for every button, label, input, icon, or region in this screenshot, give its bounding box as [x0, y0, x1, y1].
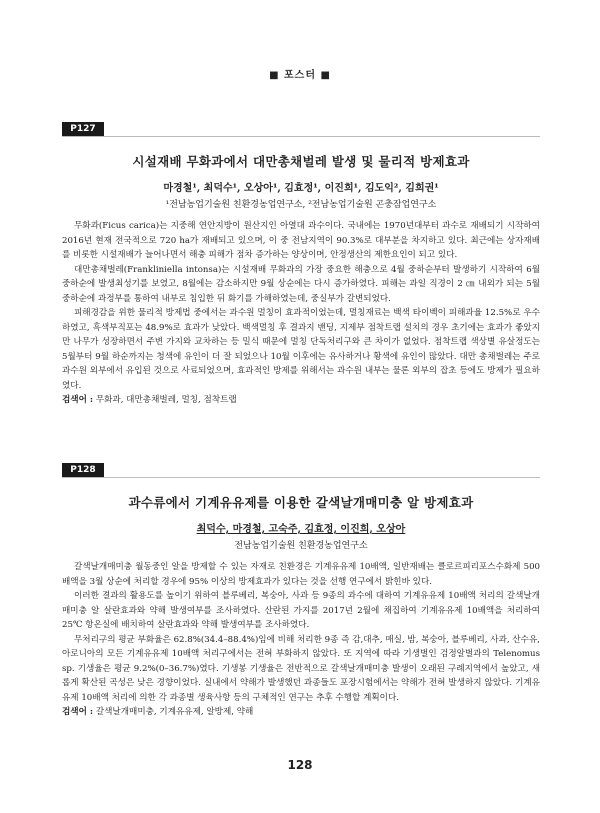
body-paragraph: 피해경감을 위한 물리적 방제법 중에서는 과수원 멀칭이 효과적이었는데, 멀칭재료는 백색 타이벡이 피해과율 12.5%로 우수하였고, 흑색부직포는 48.9%로 효과가 낮았다. 백색멀칭 후 결과지 밴딩, 지제부 점착트랩 설치의 경우 초기에는 효과가 좋았지만 나무가 성장하면서 주변 가지와 교차하는 등 밀식 때문에 멀칭 단독처리구와 큰 차이가 없었다. 점착트랩 색상별 유살정도는 5월부터 9월 하순까지는 청색에 유인이 더 잘 되었으나 10월 이후에는 유사하거나 황색에 유인이 많았다. 대만 총채벌레는 주로 과수원 외부에서 유입된 것으로 사료되었으며, 효과적인 방제를 위해서는 과수원 내부는 물론 외부의 잡초 등에도 방제가 필요하였다. — [62, 308, 540, 391]
keywords-line — [62, 393, 540, 408]
abstract-code-badge: P127 — [62, 122, 104, 136]
body-paragraph: 갈색날개매미충 월동중인 알을 방제할 수 있는 자재로 친환경은 기계유유제 10배액, 일반재배는 클로르피리포스수화제 500배액을 3월 상순에 처리할 경우에 95% 이상의 방제효과가 있다는 것을 선행 연구에서 밝힌바 있다. — [62, 562, 540, 587]
author-names: 최덕수, 마경철, 고숙주, 김효정, 이진희, 오상아 — [196, 524, 406, 535]
body-paragraph: 무화과(Ficus carica)는 지중해 연안지방이 원산지인 아열대 과수이다. 국내에는 1970년대부터 과수로 재배되기 시작하여 2016년 현재 전국적으로 720 ha가 재배되고 있으며, 이 중 전남지역이 90.3%로 대부분을 차지하고 있다. 최근에는 상자재배를 비롯한 시설재배가 늘어나면서 해충 피해가 점차 증가하는 양상이며, 안정생산의 제한요인이 되고 있다. — [62, 221, 540, 260]
keywords-text: 무화과, 대만총채벌레, 멀칭, 점착트랩 — [95, 395, 237, 405]
section-divider — [62, 136, 540, 137]
section-divider — [62, 477, 540, 478]
keywords-label: 검색어 : — [62, 707, 94, 717]
abstract-code-badge: P128 — [62, 463, 104, 477]
abstract-p127 — [62, 116, 540, 408]
abstract-body — [62, 219, 540, 408]
page-number: 128 — [287, 758, 313, 772]
body-paragraph: 이러한 결과의 활용도를 높이기 위하여 블루베리, 복숭아, 사과 등 9종의 과수에 대하여 기계유유제 10배액 처리의 갈색날개매미충 알 살란효과와 약해 발생여부를 조사하였다. 산란된 가지를 2017년 2월에 채집하여 기계유유제 10배액을 처리하여 25℃ 항온실에 배치하여 살란효과와 약해 발생여부를 조사하였다. — [62, 591, 540, 630]
affiliation: 전남농업기술원 친환경농업연구소 — [234, 541, 368, 551]
keywords-text: 갈색날개매미충, 기계유유제, 알방제, 약해 — [95, 707, 254, 717]
abstract-title: 과수류에서 기계유유제를 이용한 갈색날개매미충 알 방제효과 — [128, 495, 474, 510]
running-header: ■ 포스터 ■ — [269, 70, 331, 81]
keywords-label: 검색어 : — [62, 395, 94, 405]
author-list: 마경철¹, 최덕수¹, 오상아¹, 김효정¹, 이진희¹, 김도익², 김희권¹ — [163, 183, 439, 194]
abstract-body — [62, 560, 540, 720]
body-paragraph: 대만총채벌레(Frankliniella intonsa)는 시설재배 무화과의 가장 중요한 해충으로 4월 중하순부터 발생하기 시작하여 6월 중하순에 발생최성기를 보였고, 8월에는 감소하지만 9월 상순에는 다시 증가하였다. 피해는 과일 직경이 2 ㎝ 내외가 되는 5월 중하순에 과정부를 통하여 내부로 침입한 뒤 화기를 가해하였는데, 중실부가 갈변되었다. — [62, 264, 540, 304]
keywords-line — [62, 705, 540, 720]
affiliation: ¹전남농업기술원 친환경농업연구소, ²전남농업기술원 곤충잠업연구소 — [165, 200, 437, 210]
abstract-title: 시설재배 무화과에서 대만총채벌레 발생 및 물리적 방제효과 — [132, 154, 470, 169]
abstract-p128 — [62, 457, 540, 720]
author-list — [62, 520, 540, 535]
body-paragraph: 무처리구의 평균 부화율은 62.8%(34.4–88.4%)임에 비해 처리한 9종 즉 감,대추, 매실, 밤, 복숭아, 블루베리, 사과, 산수유, 아로니아의 모든 기계유유제 10배액 처리구에서는 전혀 부화하지 않았다. 또 지역에 따라 기생벌인 검정알벌과의 Telenomus sp. 기생율은 평균 9.2%(0–36.7%)였다. 기생봉 기생율은 전반적으로 갈색날개매미충 발생이 오래된 구례지역에서 높았고, 새롭게 확산된 곡성은 낮은 경향이었다. 실내에서 약해가 발생했던 과종들도 포장시험에서는 약해가 전혀 발생하지 않았다. 기계유유제 10배액 처리에 의한 각 과종별 생육사항 등의 구체적인 연구는 추후 수행할 계획이다. — [62, 634, 540, 703]
